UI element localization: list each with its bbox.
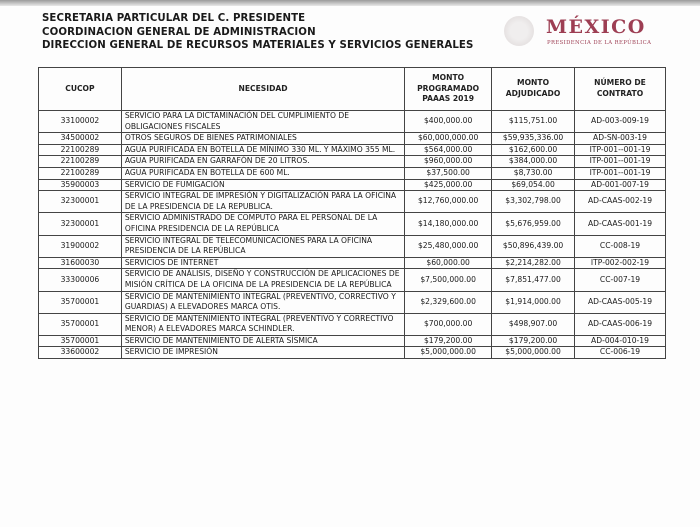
cucop-cell: 35700001 (39, 291, 122, 313)
monto-adjudicado-cell: $69,054.00 (492, 179, 575, 191)
heading-line-1: SECRETARIA PARTICULAR DEL C. PRESIDENTE (42, 13, 306, 24)
column-header-monto-programado: MONTO PROGRAMADO PAAAS 2019 (405, 68, 492, 111)
monto-programado-cell: $564,000.00 (405, 144, 492, 156)
cucop-cell: 32300001 (39, 213, 122, 235)
cucop-cell: 35700001 (39, 313, 122, 335)
monto-programado-cell: $14,180,000.00 (405, 213, 492, 235)
monto-programado-cell: $425,000.00 (405, 179, 492, 191)
table-row (39, 144, 666, 156)
monto-programado-cell: $60,000.00 (405, 257, 492, 269)
contrato-cell: AD-CAAS-002-19 (575, 191, 666, 213)
monto-adjudicado-cell: $7,851,477.00 (492, 269, 575, 291)
monto-adjudicado-cell: $50,896,439.00 (492, 235, 575, 257)
necesidad-cell: SERVICIO DE MANTENIMIENTO INTEGRAL (PREVENTIVO Y CORRECTIVO MENOR) A ELEVADORES MARCA SCHINDLER. (121, 313, 404, 335)
monto-adjudicado-cell: $384,000.00 (492, 156, 575, 168)
contrato-cell: AD-CAAS-001-19 (575, 213, 666, 235)
logo-title: MÉXICO (546, 16, 646, 38)
table-row (39, 133, 666, 145)
necesidad-cell: SERVICIO DE IMPRESIÓN (121, 347, 404, 359)
contrato-cell: CC-008-19 (575, 235, 666, 257)
column-header-monto-adjudicado: MONTO ADJUDICADO (492, 68, 575, 111)
table-row (39, 213, 666, 235)
necesidad-cell: SERVICIO PARA LA DICTAMINACIÓN DEL CUMPLIMIENTO DE OBLIGACIONES FISCALES (121, 111, 404, 133)
contrato-cell: AD-SN-003-19 (575, 133, 666, 145)
necesidad-cell: SERVICIO INTEGRAL DE IMPRESIÓN Y DIGITALIZACIÓN PARA LA OFICINA DE LA PRESIDENCIA DE LA REPUBLICA. (121, 191, 404, 213)
table-row (39, 347, 666, 359)
cucop-cell: 34500002 (39, 133, 122, 145)
cucop-cell: 22100289 (39, 167, 122, 179)
table-row (39, 167, 666, 179)
necesidad-cell: SERVICIOS DE INTERNET (121, 257, 404, 269)
table-row (39, 257, 666, 269)
contrato-cell: CC-006-19 (575, 347, 666, 359)
necesidad-cell: SERVICIO DE FUMIGACIÓN (121, 179, 404, 191)
monto-programado-cell: $12,760,000.00 (405, 191, 492, 213)
cucop-cell: 35700001 (39, 335, 122, 347)
monto-adjudicado-cell: $115,751.00 (492, 111, 575, 133)
document-heading (42, 12, 473, 53)
table-body (39, 111, 666, 359)
monto-programado-cell: $2,329,600.00 (405, 291, 492, 313)
table-row (39, 291, 666, 313)
monto-adjudicado-cell: $1,914,000.00 (492, 291, 575, 313)
necesidad-cell: SERVICIO DE MANTENIMIENTO INTEGRAL (PREVENTIVO, CORRECTIVO Y GUARDIAS) A ELEVADORES MARCA OTIS. (121, 291, 404, 313)
monto-programado-cell: $7,500,000.00 (405, 269, 492, 291)
coat-of-arms-icon (504, 16, 534, 46)
cucop-cell: 31600030 (39, 257, 122, 269)
table-header-row (39, 68, 666, 111)
mexico-logo (504, 14, 664, 50)
monto-adjudicado-cell: $179,200.00 (492, 335, 575, 347)
table-row (39, 191, 666, 213)
table-row (39, 335, 666, 347)
column-header-necesidad: NECESIDAD (121, 68, 404, 111)
monto-adjudicado-cell: $498,907.00 (492, 313, 575, 335)
monto-adjudicado-cell: $162,600.00 (492, 144, 575, 156)
cucop-cell: 22100289 (39, 144, 122, 156)
monto-programado-cell: $60,000,000.00 (405, 133, 492, 145)
cucop-cell: 32300001 (39, 191, 122, 213)
contrato-cell: ITP-001--001-19 (575, 144, 666, 156)
monto-adjudicado-cell: $5,000,000.00 (492, 347, 575, 359)
contrato-cell: ITP-001--001-19 (575, 167, 666, 179)
contrato-cell: AD-001-007-19 (575, 179, 666, 191)
monto-adjudicado-cell: $5,676,959.00 (492, 213, 575, 235)
table-row (39, 156, 666, 168)
necesidad-cell: AGUA PURIFICADA EN GARRAFÓN DE 20 LITROS. (121, 156, 404, 168)
contrato-cell: ITP-001--001-19 (575, 156, 666, 168)
necesidad-cell: SERVICIO INTEGRAL DE TELECOMUNICACIONES PARA LA OFICINA PRESIDENCIA DE LA REPÚBLICA (121, 235, 404, 257)
top-shadow-band (0, 0, 700, 6)
column-header-cucop: CUCOP (39, 68, 122, 111)
monto-programado-cell: $25,480,000.00 (405, 235, 492, 257)
monto-programado-cell: $37,500.00 (405, 167, 492, 179)
monto-programado-cell: $960,000.00 (405, 156, 492, 168)
table-row (39, 179, 666, 191)
table-row (39, 313, 666, 335)
necesidad-cell: SERVICIO ADMINISTRADO DE COMPUTO PARA EL PERSONAL DE LA OFICINA PRESIDENCIA DE LA REPÚBLICA (121, 213, 404, 235)
heading-line-2: COORDINACION GENERAL DE ADMINISTRACION (42, 26, 316, 38)
contrato-cell: ITP-002-002-19 (575, 257, 666, 269)
table-row (39, 269, 666, 291)
contrato-cell: CC-007-19 (575, 269, 666, 291)
cucop-cell: 22100289 (39, 156, 122, 168)
monto-programado-cell: $700,000.00 (405, 313, 492, 335)
cucop-cell: 31900002 (39, 235, 122, 257)
contracts-table (38, 67, 666, 359)
contrato-cell: AD-004-010-19 (575, 335, 666, 347)
monto-programado-cell: $179,200.00 (405, 335, 492, 347)
logo-subtitle: PRESIDENCIA DE LA REPÚBLICA (547, 40, 652, 46)
necesidad-cell: SERVICIO DE ANÁLISIS, DISEÑO Y CONSTRUCCIÓN DE APLICACIONES DE MISIÓN CRÍTICA DE LA OFICINA DE LA PRESIDENCIA DE LA REPÚBLICA (121, 269, 404, 291)
table-row (39, 111, 666, 133)
contrato-cell: AD-CAAS-005-19 (575, 291, 666, 313)
heading-line-3: DIRECCION GENERAL DE RECURSOS MATERIALES Y SERVICIOS GENERALES (42, 40, 474, 51)
contrato-cell: AD-CAAS-006-19 (575, 313, 666, 335)
cucop-cell: 33100002 (39, 111, 122, 133)
monto-adjudicado-cell: $59,935,336.00 (492, 133, 575, 145)
cucop-cell: 35900003 (39, 179, 122, 191)
necesidad-cell: OTROS SEGUROS DE BIENES PATRIMONIALES (121, 133, 404, 145)
necesidad-cell: AGUA PURIFICADA EN BOTELLA DE MÍNIMO 330 ML. Y MÁXIMO 355 ML. (121, 144, 404, 156)
monto-programado-cell: $5,000,000.00 (405, 347, 492, 359)
monto-adjudicado-cell: $8,730.00 (492, 167, 575, 179)
contrato-cell: AD-003-009-19 (575, 111, 666, 133)
cucop-cell: 33300006 (39, 269, 122, 291)
table-row (39, 235, 666, 257)
necesidad-cell: AGUA PURIFICADA EN BOTELLA DE 600 ML. (121, 167, 404, 179)
monto-programado-cell: $400,000.00 (405, 111, 492, 133)
column-header-numero-contrato: NÚMERO DE CONTRATO (575, 68, 666, 111)
monto-adjudicado-cell: $2,214,282.00 (492, 257, 575, 269)
cucop-cell: 33600002 (39, 347, 122, 359)
necesidad-cell: SERVICIO DE MANTENIMIENTO DE ALERTA SÍSMICA (121, 335, 404, 347)
monto-adjudicado-cell: $3,302,798.00 (492, 191, 575, 213)
